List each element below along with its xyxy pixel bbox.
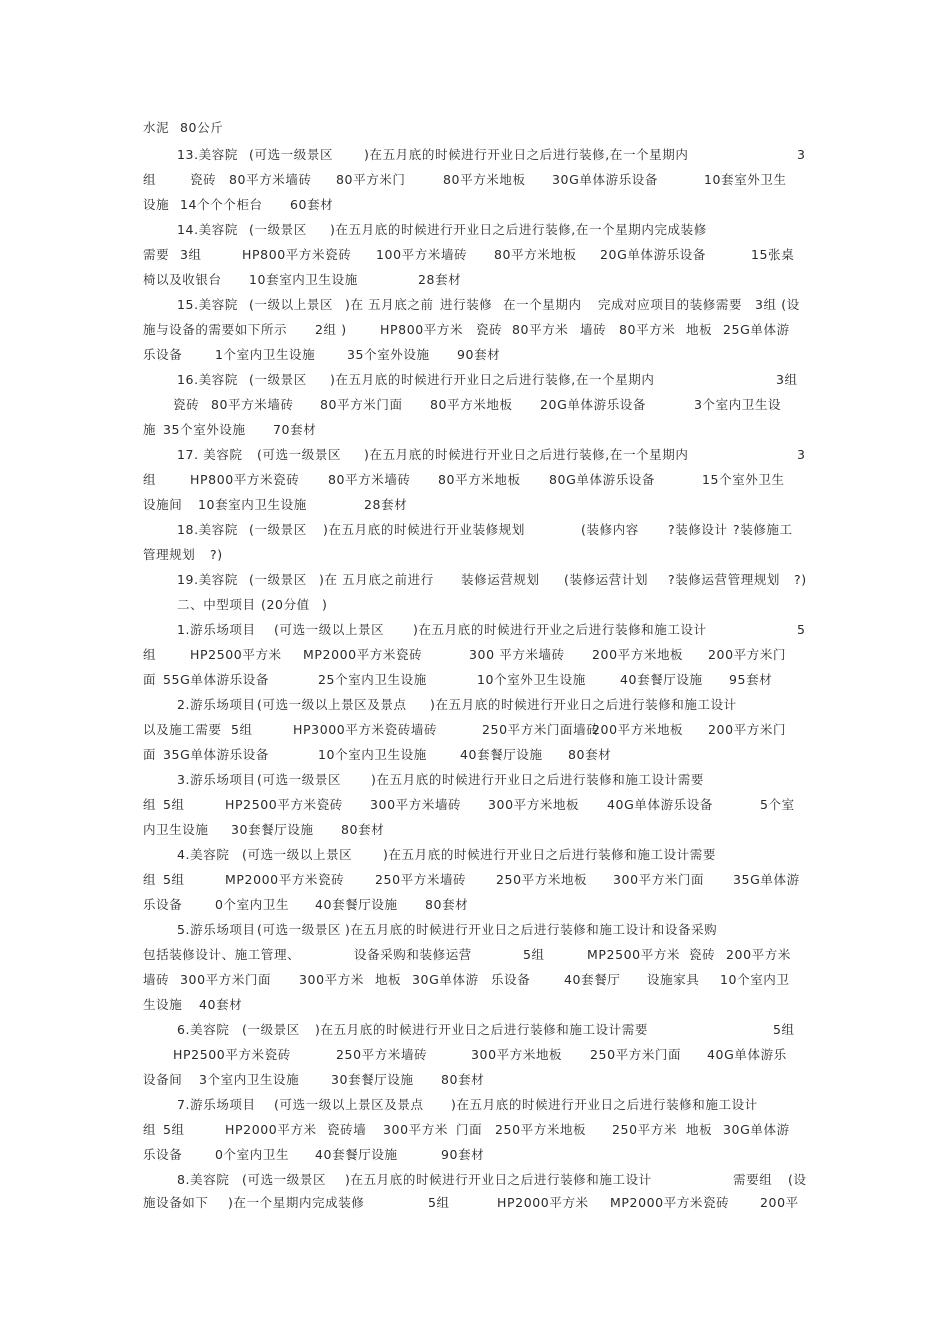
text-segment: (一级以上景区 [249,297,334,312]
text-segment: 需要组 [733,1172,773,1187]
text-segment: 200平方米门 [708,647,787,662]
text-segment: 8.美容院 [177,1172,230,1187]
text-segment: 5组 [163,872,185,887]
text-segment: 80套材 [341,822,385,837]
text-segment: 3个室内卫生设施 [199,1072,300,1087]
text-segment: ?装修施工 [733,522,793,537]
text-segment: 250平方米门面 [590,1047,682,1062]
text-segment: HP800平方米瓷砖 [190,472,300,487]
text-segment: 组 [143,797,157,812]
text-segment: 设备间 [143,1072,183,1087]
text-segment: (可选一级景区 [249,147,334,162]
text-segment: (20分值 [261,597,310,612]
text-segment: 19.美容院 [177,572,238,587]
text-segment: MP2000平方米瓷砖 [610,1195,730,1210]
text-segment: 250平方米地板 [495,1122,587,1137]
text-segment: )在五月底的时候进行开业日之后进行装修,在一个星期内 [330,372,655,387]
text-segment: 5 [797,622,806,637]
text-segment: )在五月底的时候进行开业装修规划 [323,522,525,537]
text-segment: (可选一级景区 [257,447,342,462]
text-segment: 300平方米门面 [180,972,272,987]
text-segment: (可选一级以上景区 [274,622,385,637]
text-segment: 设施家具 [647,972,700,987]
text-segment: 设施间 [143,497,183,512]
text-segment: 200平方米地板 [592,722,684,737]
text-segment: 40G单体游乐设备 [607,797,713,812]
text-segment: HP2000平方米 [225,1122,317,1137]
text-segment: 300平方米 [383,1122,448,1137]
text-segment: )在五月底的时候进行开业日之后进行装修和施工设计需要 [383,847,716,862]
text-segment: 装修运营规划 [461,572,540,587]
text-segment: 0个室内卫生 [215,897,290,912]
text-segment: MP2500平方米 [587,947,681,962]
text-segment: 内卫生设施 [143,822,209,837]
text-segment: (可选一级景区 [257,772,342,787]
text-segment: 生设施 [143,997,183,1012]
text-segment: 进行装修 [440,297,493,312]
text-segment: 30套餐厅设施 [331,1072,414,1087]
text-segment: 80平方米墙砖 [211,397,294,412]
text-segment: 80平方米 [512,322,569,337]
text-segment: HP2500平方米 [190,647,282,662]
text-segment: 门面 [456,1122,483,1137]
text-segment: )在五月底的时候进行开业日之后进行装修和施工设计 [430,697,737,712]
text-segment: 80套材 [425,897,469,912]
text-segment: ?) [210,547,223,562]
text-segment: 250平方米地板 [496,872,588,887]
text-segment: )在一个星期内完成装修 [228,1195,365,1210]
text-segment: 300平方米门面 [613,872,705,887]
text-segment: 3 [797,447,806,462]
text-segment: 10个室内卫 [720,972,790,987]
text-segment: 40套餐厅设施 [315,897,398,912]
text-segment: (一级景区 [249,222,307,237]
text-segment: 80平方米地板 [443,172,526,187]
text-segment: 施与设备的需要如下所示 [143,322,288,337]
text-segment: 6.美容院 [177,1022,230,1037]
text-segment: 200平方米地板 [592,647,684,662]
text-segment: 地板 [686,322,713,337]
text-segment: )在五月底的时候进行开业日之后进行装修,在一个星期内 [364,447,689,462]
text-segment: 40套餐厅设施 [460,747,543,762]
text-segment: 10套室内卫生设施 [249,272,358,287]
text-segment: 15张桌 [751,247,795,262]
text-segment: 15个室外卫生 [702,472,785,487]
text-segment: 施设备如下 [143,1195,209,1210]
text-segment: 5组 [163,797,185,812]
text-segment: 80套材 [441,1072,485,1087]
text-segment: 300平方米地板 [488,797,580,812]
text-segment: 10套室内卫生设施 [198,497,307,512]
text-segment: 地板 [686,1122,713,1137]
text-segment: 组 [143,172,157,187]
text-segment: 80平方米门面 [320,397,403,412]
text-segment: (一级景区 [249,572,307,587]
text-segment: (可选一级景区 [257,922,342,937]
text-segment: 乐设备 [143,347,183,362]
text-segment: 椅以及收银台 [143,272,222,287]
text-segment: 组 [143,1122,157,1137]
text-segment: 地板 [375,972,402,987]
text-segment: 35G单体游 [733,872,800,887]
text-segment: HP2000平方米 [497,1195,589,1210]
text-segment: )在五月底的时候进行开业日之后进行装修和施工设计 [451,1097,758,1112]
text-segment: 10个室外卫生设施 [477,672,586,687]
text-segment: )在 五月底之前 [345,297,434,312]
text-segment: HP800平方米 [380,322,464,337]
text-segment: 17. 美容院 [177,447,243,462]
text-segment: 完成对应项目的装修需要 [598,297,743,312]
text-segment: 200平方米 [726,947,791,962]
text-segment: 墙砖 [143,972,170,987]
text-segment: 5组 [428,1195,450,1210]
text-segment: 瓷砖 [689,947,716,962]
text-segment: 2.游乐场项目 [177,697,256,712]
text-segment: 20G单体游乐设备 [600,247,706,262]
text-segment: (一级景区 [249,522,307,537]
text-segment: 28套材 [364,497,408,512]
text-segment: (可选一级以上景区 [242,847,353,862]
text-segment: 30G单体游乐设备 [552,172,658,187]
text-segment: HP800平方米瓷砖 [242,247,352,262]
text-segment: 墙砖 [580,322,607,337]
text-segment: ?装修设计 [668,522,728,537]
text-segment: (设 [788,1172,807,1187]
text-segment: 80平方米地板 [494,247,577,262]
text-segment: 25个室内卫生设施 [318,672,427,687]
text-segment: 300平方米地板 [471,1047,563,1062]
text-segment: 面 [143,672,157,687]
text-segment: 15.美容院 [177,297,238,312]
text-segment: )在五月底的时候进行开业日之后进行装修和施工设计和设备采购 [345,922,718,937]
text-segment: 1.游乐场项目 [177,622,256,637]
text-segment: 3组 [180,247,202,262]
text-segment: (可选一级景区 [242,1172,327,1187]
text-segment: 80G单体游乐设备 [549,472,655,487]
text-segment: MP2000平方米瓷砖 [303,647,423,662]
text-segment: 300平方米墙砖 [370,797,462,812]
text-segment: 管理规划 [143,547,196,562]
text-segment: )在五月底的时候进行开业日之后进行装修和施工设计需要 [371,772,704,787]
text-segment: )在五月底的时候进行开业日之后进行装修和施工设计 [345,1172,652,1187]
text-segment: 10个室内卫生设施 [318,747,427,762]
text-segment: 5个室 [760,797,795,812]
text-segment: 250平方米墙砖 [336,1047,428,1062]
text-segment: HP2500平方米瓷砖 [225,797,343,812]
text-segment: 300平方米 [299,972,364,987]
text-segment: 30G单体游 [412,972,479,987]
text-segment: 在一个星期内 [503,297,582,312]
text-segment: 30G单体游 [723,1122,790,1137]
text-segment: 设备采购和装修运营 [354,947,472,962]
text-segment: 组 [143,472,157,487]
text-segment: 1个室内卫生设施 [215,347,316,362]
text-segment: 35个室外设施 [163,422,246,437]
text-segment: 80套材 [568,747,612,762]
text-segment: 3组 (设 [755,297,800,312]
text-segment: 14.美容院 [177,222,238,237]
text-segment: 60套材 [290,197,334,212]
text-segment: 80平方米地板 [438,472,521,487]
text-segment: 55G单体游乐设备 [163,672,269,687]
text-segment: 16.美容院 [177,372,238,387]
text-segment: 250平方米墙砖 [375,872,467,887]
text-segment: 35G单体游乐设备 [163,747,269,762]
text-segment: 100平方米墙砖 [376,247,468,262]
text-segment: 瓷砖墙 [327,1122,367,1137]
text-segment: 设施 [143,197,170,212]
text-segment: 35个室外设施 [347,347,430,362]
text-segment: 5.游乐场项目 [177,922,256,937]
text-segment: )在 五月底之前进行 [319,572,434,587]
text-segment: 以及施工需要 [143,722,222,737]
text-segment: 90套材 [457,347,501,362]
text-segment: 水泥 [143,120,170,135]
text-segment: HP3000平方米瓷砖墙砖 [293,722,438,737]
text-segment: HP2500平方米瓷砖 [173,1047,291,1062]
text-segment: 80平方米门 [336,172,406,187]
text-segment: )在五月底的时候进行开业之后进行装修和施工设计 [413,622,707,637]
text-segment: 40套餐厅 [564,972,621,987]
text-segment: 瓷砖 [173,397,200,412]
text-segment: 需要 [143,247,170,262]
text-segment: 13.美容院 [177,147,238,162]
text-segment: 包括装修设计、施工管理、 [143,947,301,962]
text-segment: (一级景区 [249,372,307,387]
text-segment: 200平 [760,1195,799,1210]
text-segment: ) [322,597,328,612]
text-segment: 80平方米地板 [430,397,513,412]
text-segment: (可选一级以上景区及景点 [257,697,407,712]
text-segment: 瓷砖 [190,172,217,187]
text-segment: (装修运营计划 [564,572,649,587]
text-segment: ?装修运营管理规划 [668,572,781,587]
text-segment: 瓷砖 [476,322,503,337]
text-segment: 20G单体游乐设备 [540,397,646,412]
text-segment: 5组 [523,947,545,962]
text-segment: (装修内容 [581,522,639,537]
text-segment: 90套材 [441,1147,485,1162]
text-segment: 3个室内卫生设 [694,397,782,412]
text-segment: 3组 [776,372,798,387]
text-segment: )在五月底的时候进行开业日之后进行装修,在一个星期内 [364,147,689,162]
text-segment: 80平方米墙砖 [328,472,411,487]
text-segment: 18.美容院 [177,522,238,537]
text-segment: 40套材 [199,997,243,1012]
text-segment: 25G单体游 [723,322,790,337]
text-segment: MP2000平方米瓷砖 [225,872,345,887]
text-segment: 2组 ) [315,322,347,337]
text-segment: 250平方米门面墙砖 [482,722,600,737]
text-segment: 5组 [773,1022,795,1037]
text-segment: 二、中型项目 [177,597,256,612]
text-segment: 200平方米门 [708,722,787,737]
text-segment: 7.游乐场项目 [177,1097,256,1112]
text-segment: 30套餐厅设施 [231,822,314,837]
text-segment: 80平方米墙砖 [229,172,312,187]
text-segment: 14个个个柜台 [180,197,263,212]
text-segment: 5组 [163,1122,185,1137]
text-segment: 40G单体游乐 [707,1047,787,1062]
text-segment: 面 [143,747,157,762]
text-segment: 3.游乐场项目 [177,772,256,787]
text-segment: 80公斤 [180,120,224,135]
text-segment: 28套材 [418,272,462,287]
text-segment: 组 [143,872,157,887]
text-segment: 80平方米 [619,322,676,337]
text-segment: 40套餐厅设施 [315,1147,398,1162]
text-segment: )在五月底的时候进行开业日之后进行装修和施工设计需要 [315,1022,648,1037]
text-segment: (可选一级以上景区及景点 [274,1097,424,1112]
text-segment: 250平方米 [612,1122,677,1137]
text-segment: (一级景区 [242,1022,300,1037]
text-segment: 4.美容院 [177,847,230,862]
text-segment: 10套室外卫生 [704,172,787,187]
text-segment: 3 [797,147,806,162]
text-segment: 乐设备 [491,972,531,987]
text-segment: 施 [143,422,157,437]
text-segment: 乐设备 [143,1147,183,1162]
text-segment: ?) [794,572,807,587]
text-segment: 5组 [231,722,253,737]
text-segment: 组 [143,647,157,662]
text-segment: 70套材 [273,422,317,437]
text-segment: 乐设备 [143,897,183,912]
text-segment: )在五月底的时候进行开业日之后进行装修,在一个星期内完成装修 [330,222,707,237]
text-segment: 95套材 [729,672,773,687]
text-segment: 40套餐厅设施 [620,672,703,687]
text-segment: 300 平方米墙砖 [469,647,565,662]
text-segment: 0个室内卫生 [215,1147,290,1162]
